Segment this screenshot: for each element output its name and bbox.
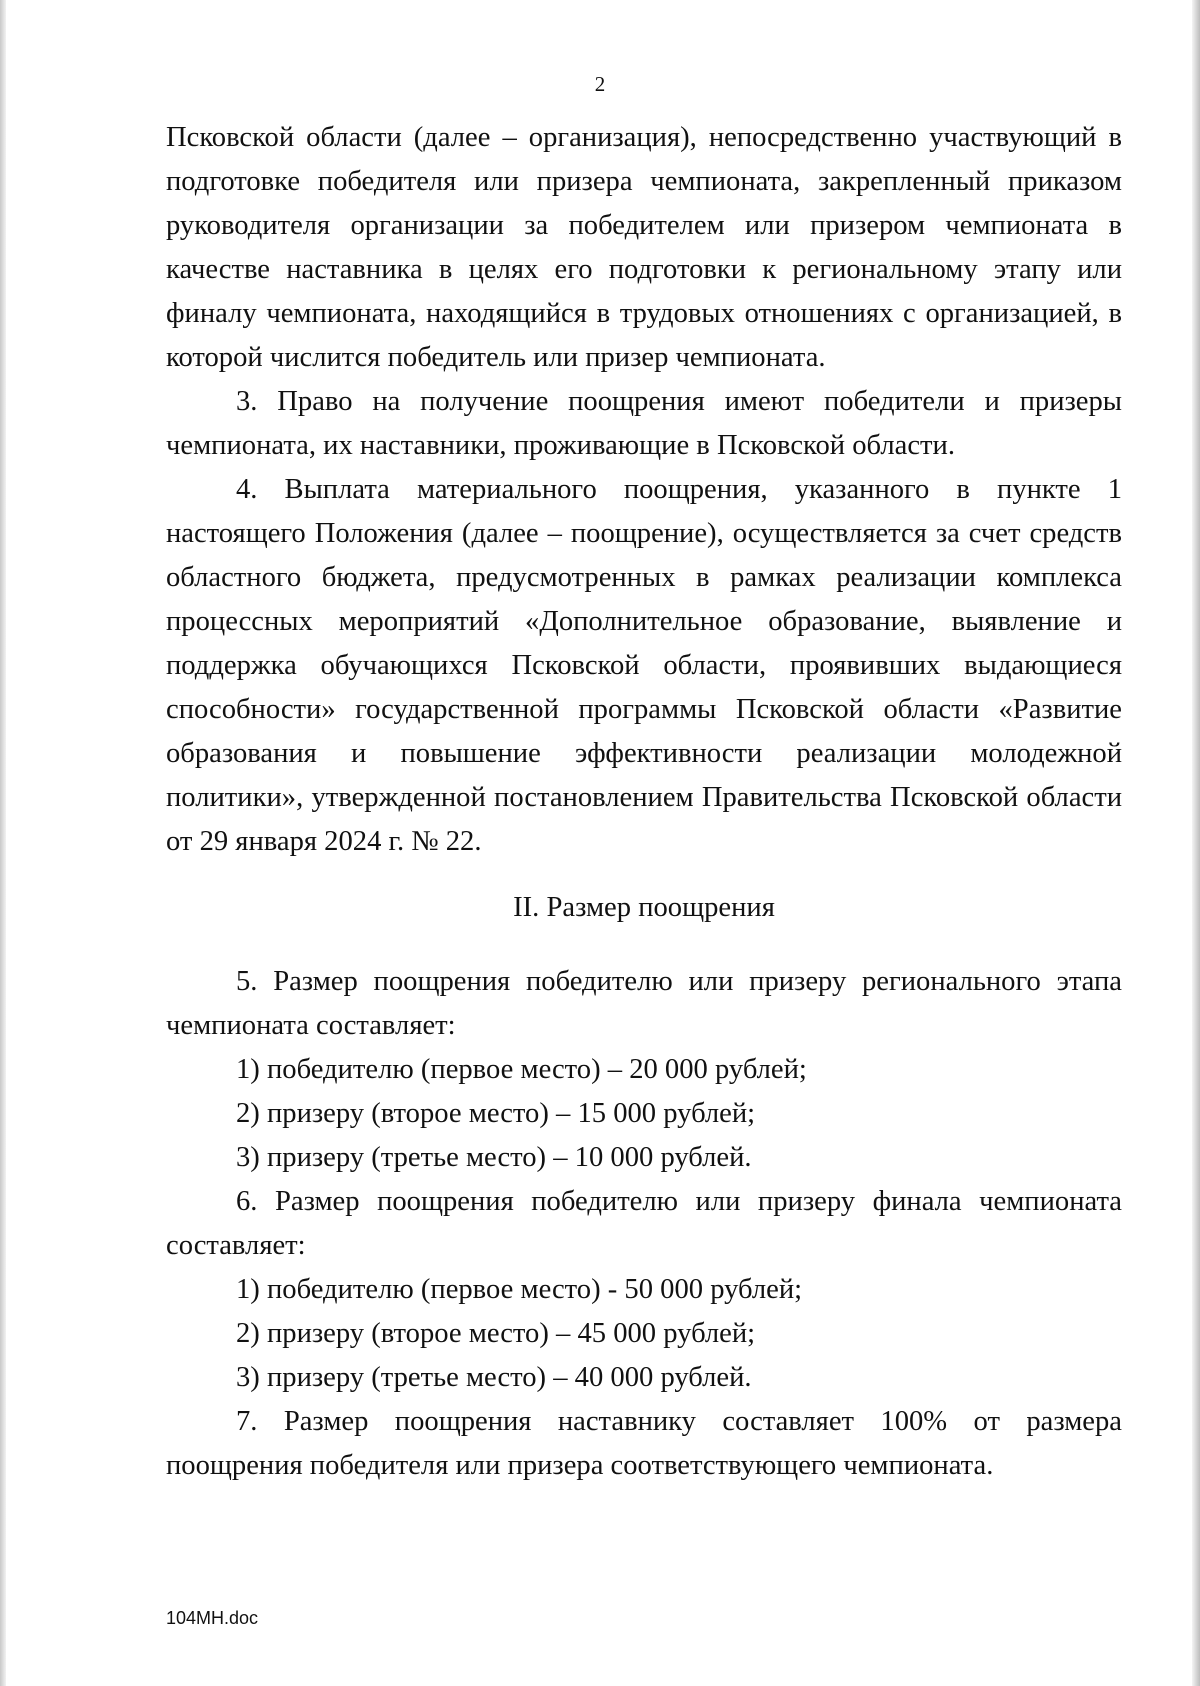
- list-item: 1) победителю (первое место) – 20 000 рублей;: [236, 1054, 807, 1085]
- list-item: 1) победителю (первое место) - 50 000 рублей;: [236, 1274, 803, 1305]
- list-item: 2) призеру (второе место) – 45 000 рублей;: [236, 1318, 756, 1349]
- paragraph-4: 4. Выплата материального поощрения, указанного в пункте 1 настоящего Положения (далее – поощрение), осуществляется за счет средств областного бюджета, предусмотренных в рамках реализации комплекса процессных мероприятий «Дополнительное образование, выявление и поддержка обучающихся Псковской области, проявивших выдающиеся способности» государственной программы Псковской области «Развитие образования и повышение эффективности реализации молодежной политики», утвержденной постановлением Правительства Псковской области от 29 января 2024 г. № 22.: [166, 474, 1122, 857]
- scan-edge-right: [1192, 0, 1200, 1686]
- list-item: 3) призеру (третье место) – 40 000 рублей.: [236, 1362, 752, 1393]
- scan-edge-left: [0, 0, 6, 1686]
- paragraph-continuation: Псковской области (далее – организация), непосредственно участвующий в подготовке победителя или призера чемпионата, закрепленный приказом руководителя организации за победителем или призером чемпионата в качестве наставника в целях его подготовки к региональному этапу или финалу чемпионата, находящийся в трудовых отношениях с организацией, в которой числится победитель или призер чемпионата.: [166, 122, 1122, 373]
- paragraph-5: 5. Размер поощрения победителю или призеру регионального этапа чемпионата составляет:: [166, 966, 1122, 1041]
- paragraph-7: 7. Размер поощрения наставнику составляет 100% от размера поощрения победителя или призера соответствующего чемпионата.: [166, 1406, 1122, 1481]
- document-body: [166, 116, 1122, 1488]
- list-item: 3) призеру (третье место) – 10 000 рублей.: [236, 1142, 752, 1173]
- paragraph-6: 6. Размер поощрения победителю или призеру финала чемпионата составляет:: [166, 1186, 1122, 1261]
- section-heading: II. Размер поощрения: [513, 892, 775, 923]
- footer-filename: 104MH.doc: [166, 1608, 259, 1628]
- page-number: 2: [594, 72, 606, 96]
- list-item: 2) призеру (второе место) – 15 000 рублей;: [236, 1098, 756, 1129]
- paragraph-3: 3. Право на получение поощрения имеют победители и призеры чемпионата, их наставники, проживающие в Псковской области.: [166, 386, 1122, 461]
